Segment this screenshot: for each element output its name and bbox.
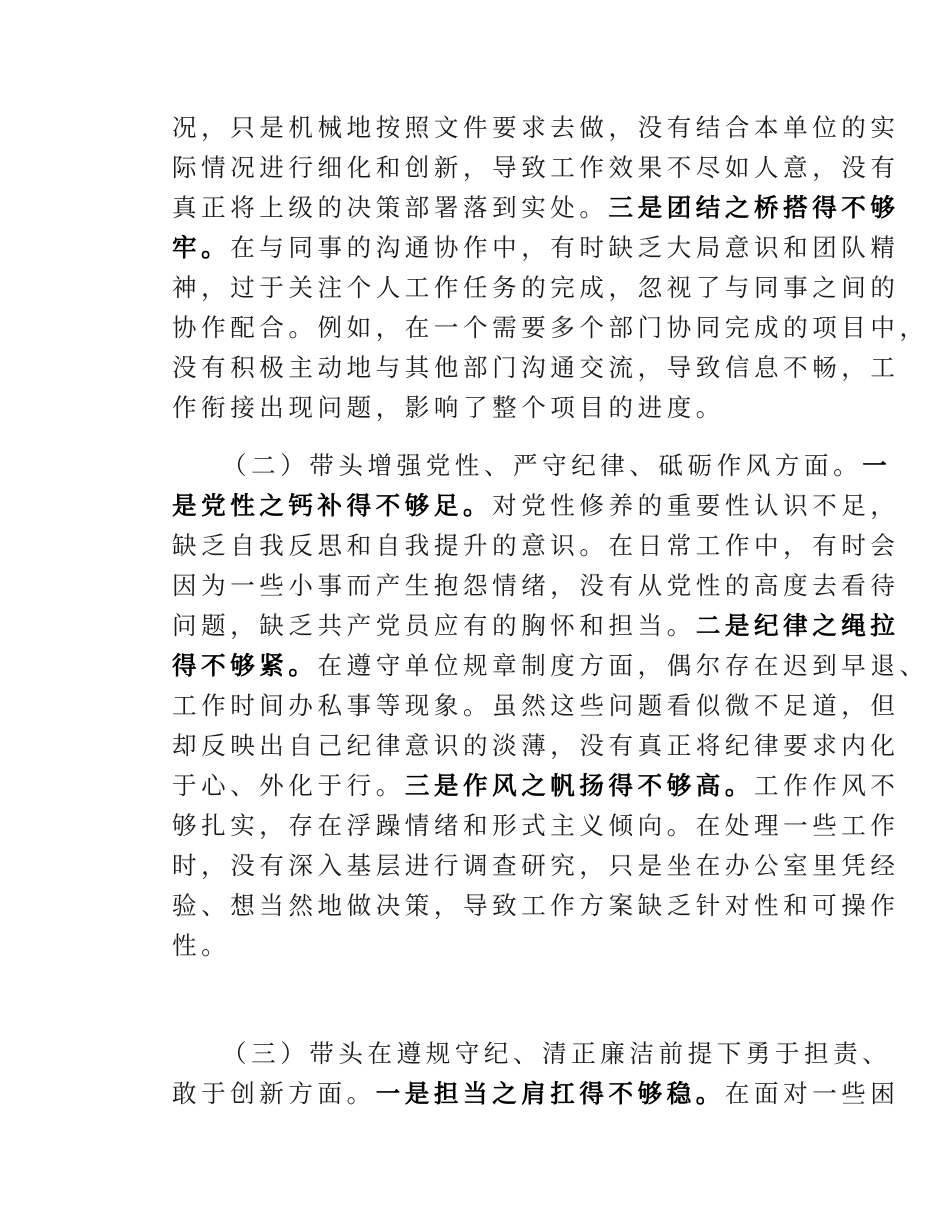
text-line: 验、想当然地做决策，导致工作方案缺乏针对性和可操作 — [172, 891, 900, 920]
text-line: 真正将上级的决策部署落到实处。三是团结之桥搭得不够 — [172, 193, 900, 222]
bold-heading: 牢。 — [172, 233, 231, 262]
text-line: 却反映出自己纪律意识的淡薄，没有真正将纪律要求内化 — [172, 731, 900, 760]
paragraph-heading-line: （三）带头在遵规守纪、清正廉洁前提下勇于担责、 — [222, 1039, 892, 1068]
bold-heading: 二是纪律之绳拉 — [695, 611, 900, 640]
bold-heading: 三是团结之桥搭得不够 — [608, 193, 900, 222]
text-line: 牢。在与同事的沟通协作中，有时缺乏大局意识和团队精 — [172, 233, 900, 262]
text-line: 性。 — [172, 931, 231, 960]
text-line: 于心、外化于行。三是作风之帆扬得不够高。工作作风不 — [172, 771, 900, 800]
text-line: 际情况进行细化和创新，导致工作效果不尽如人意，没有 — [172, 153, 900, 182]
text-line: 问题，缺乏共产党员应有的胸怀和担当。二是纪律之绳拉 — [172, 611, 900, 640]
bold-heading: 三是作风之帆扬得不够高。 — [404, 771, 755, 800]
text-line: 况，只是机械地按照文件要求去做，没有结合本单位的实 — [172, 113, 900, 142]
bold-heading: 一是担当之肩扛得不够稳。 — [375, 1079, 725, 1108]
text-line: 是党性之钙补得不够足。对党性修养的重要性认识不足， — [172, 491, 900, 520]
text-line: 协作配合。例如，在一个需要多个部门协同完成的项目中， — [172, 313, 929, 342]
text-line: 得不够紧。在遵守单位规章制度方面，偶尔存在迟到早退、 — [172, 651, 929, 680]
bold-heading: 是党性之钙补得不够足。 — [172, 491, 493, 520]
paragraph-heading-line: （二）带头增强党性、严守纪律、砥砺作风方面。一 — [222, 451, 892, 480]
text-line: 时，没有深入基层进行调查研究，只是坐在办公室里凭经 — [172, 851, 900, 880]
bold-heading: 得不够紧。 — [172, 651, 318, 680]
text-line: 敢于创新方面。一是担当之肩扛得不够稳。在面对一些困 — [172, 1079, 900, 1108]
bold-heading: 一 — [862, 451, 892, 480]
text-line: 作衔接出现问题，影响了整个项目的进度。 — [172, 393, 725, 422]
text-line: 工作时间办私事等现象。虽然这些问题看似微不足道，但 — [172, 691, 900, 720]
text-line: 没有积极主动地与其他部门沟通交流，导致信息不畅，工 — [172, 353, 900, 382]
text-line: 缺乏自我反思和自我提升的意识。在日常工作中，有时会 — [172, 531, 900, 560]
text-line: 因为一些小事而产生抱怨情绪，没有从党性的高度去看待 — [172, 571, 900, 600]
text-line: 够扎实，存在浮躁情绪和形式主义倾向。在处理一些工作 — [172, 811, 900, 840]
text-line: 神，过于关注个人工作任务的完成，忽视了与同事之间的 — [172, 273, 900, 302]
